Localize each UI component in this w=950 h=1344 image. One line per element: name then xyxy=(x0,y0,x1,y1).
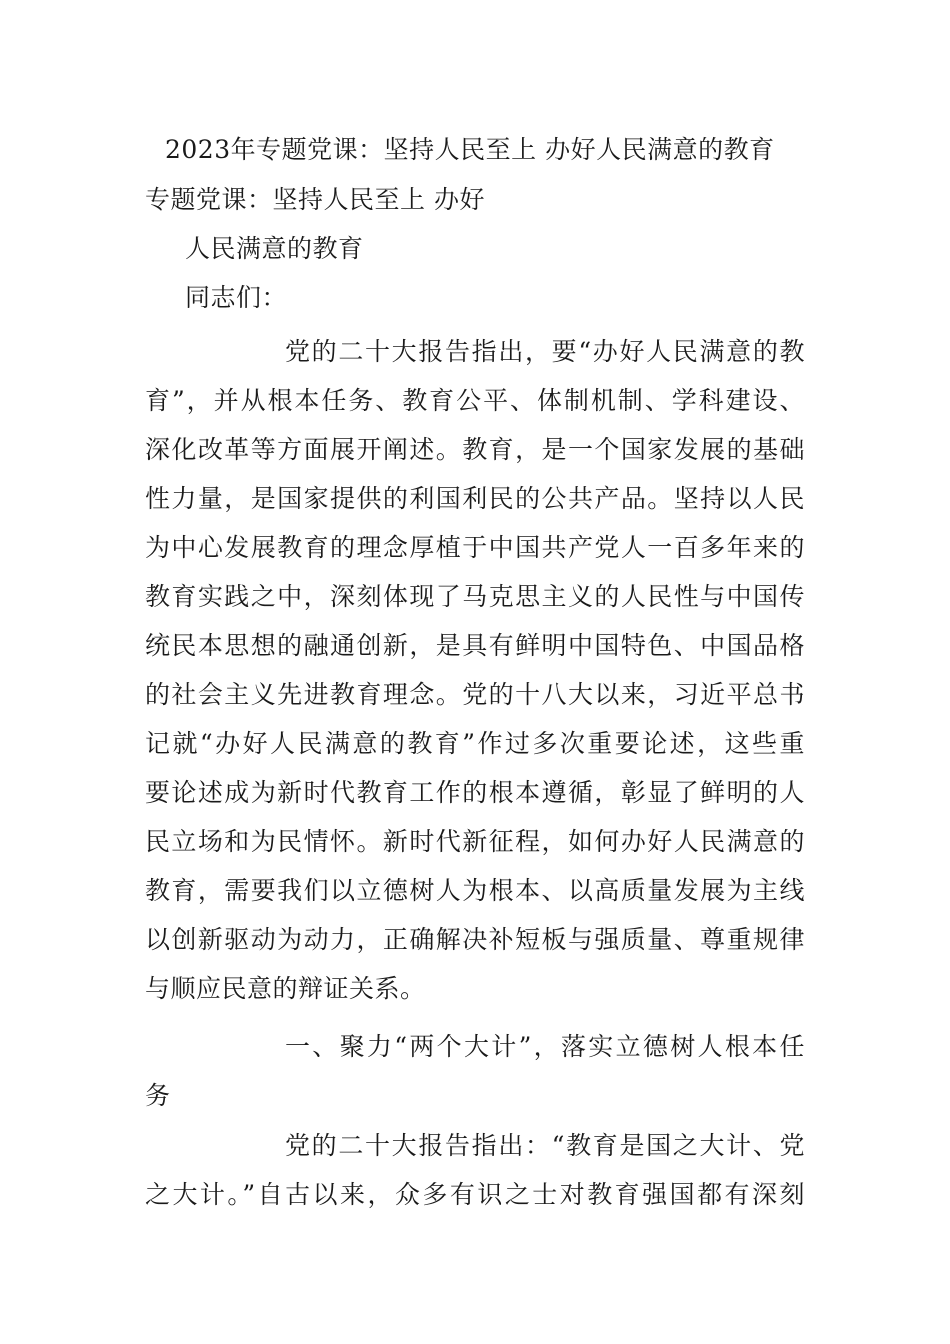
paragraph-1-line: 的社会主义先进教育理念。党的十八大以来，习近平总书 xyxy=(145,680,805,709)
document-title-line-2: 专题党课：坚持人民至上 办好 xyxy=(145,185,485,214)
paragraph-1-line: 与顺应民意的辩证关系。 xyxy=(145,974,426,1003)
paragraph-1-line: 党的二十大报告指出，要“办好人民满意的教 xyxy=(285,337,805,366)
paragraph-2-line: 之大计。”自古以来，众多有识之士对教育强国都有深刻 xyxy=(145,1180,805,1209)
paragraph-2-line: 党的二十大报告指出：“教育是国之大计、党 xyxy=(285,1131,805,1160)
paragraph-1-line: 教育实践之中，深刻体现了马克思主义的人民性与中国传 xyxy=(145,582,805,611)
paragraph-1-line: 性力量，是国家提供的利国利民的公共产品。坚持以人民 xyxy=(145,484,805,513)
paragraph-1-line: 以创新驱动为动力，正确解决补短板与强质量、尊重规律 xyxy=(145,925,805,954)
paragraph-1-line: 为中心发展教育的理念厚植于中国共产党人一百多年来的 xyxy=(145,533,805,562)
section-heading-1: 一、聚力“两个大计”，落实立德树人根本任 xyxy=(285,1032,805,1061)
section-heading-1-continued: 务 xyxy=(145,1081,171,1110)
paragraph-1-line: 民立场和为民情怀。新时代新征程，如何办好人民满意的 xyxy=(145,827,805,856)
paragraph-1-line: 要论述成为新时代教育工作的根本遵循，彰显了鲜明的人 xyxy=(145,778,805,807)
salutation: 同志们： xyxy=(185,283,288,312)
paragraph-1-line: 深化改革等方面展开阐述。教育，是一个国家发展的基础 xyxy=(145,435,805,464)
document-title-line-1: 2023年专题党课：坚持人民至上 办好人民满意的教育 xyxy=(165,135,775,164)
paragraph-1-line: 统民本思想的融通创新，是具有鲜明中国特色、中国品格 xyxy=(145,631,805,660)
paragraph-1-line: 育”，并从根本任务、教育公平、体制机制、学科建设、 xyxy=(145,386,805,415)
document-title-line-3: 人民满意的教育 xyxy=(185,234,364,263)
paragraph-1-line: 教育，需要我们以立德树人为根本、以高质量发展为主线 xyxy=(145,876,805,905)
paragraph-1-line: 记就“办好人民满意的教育”作过多次重要论述，这些重 xyxy=(145,729,805,758)
